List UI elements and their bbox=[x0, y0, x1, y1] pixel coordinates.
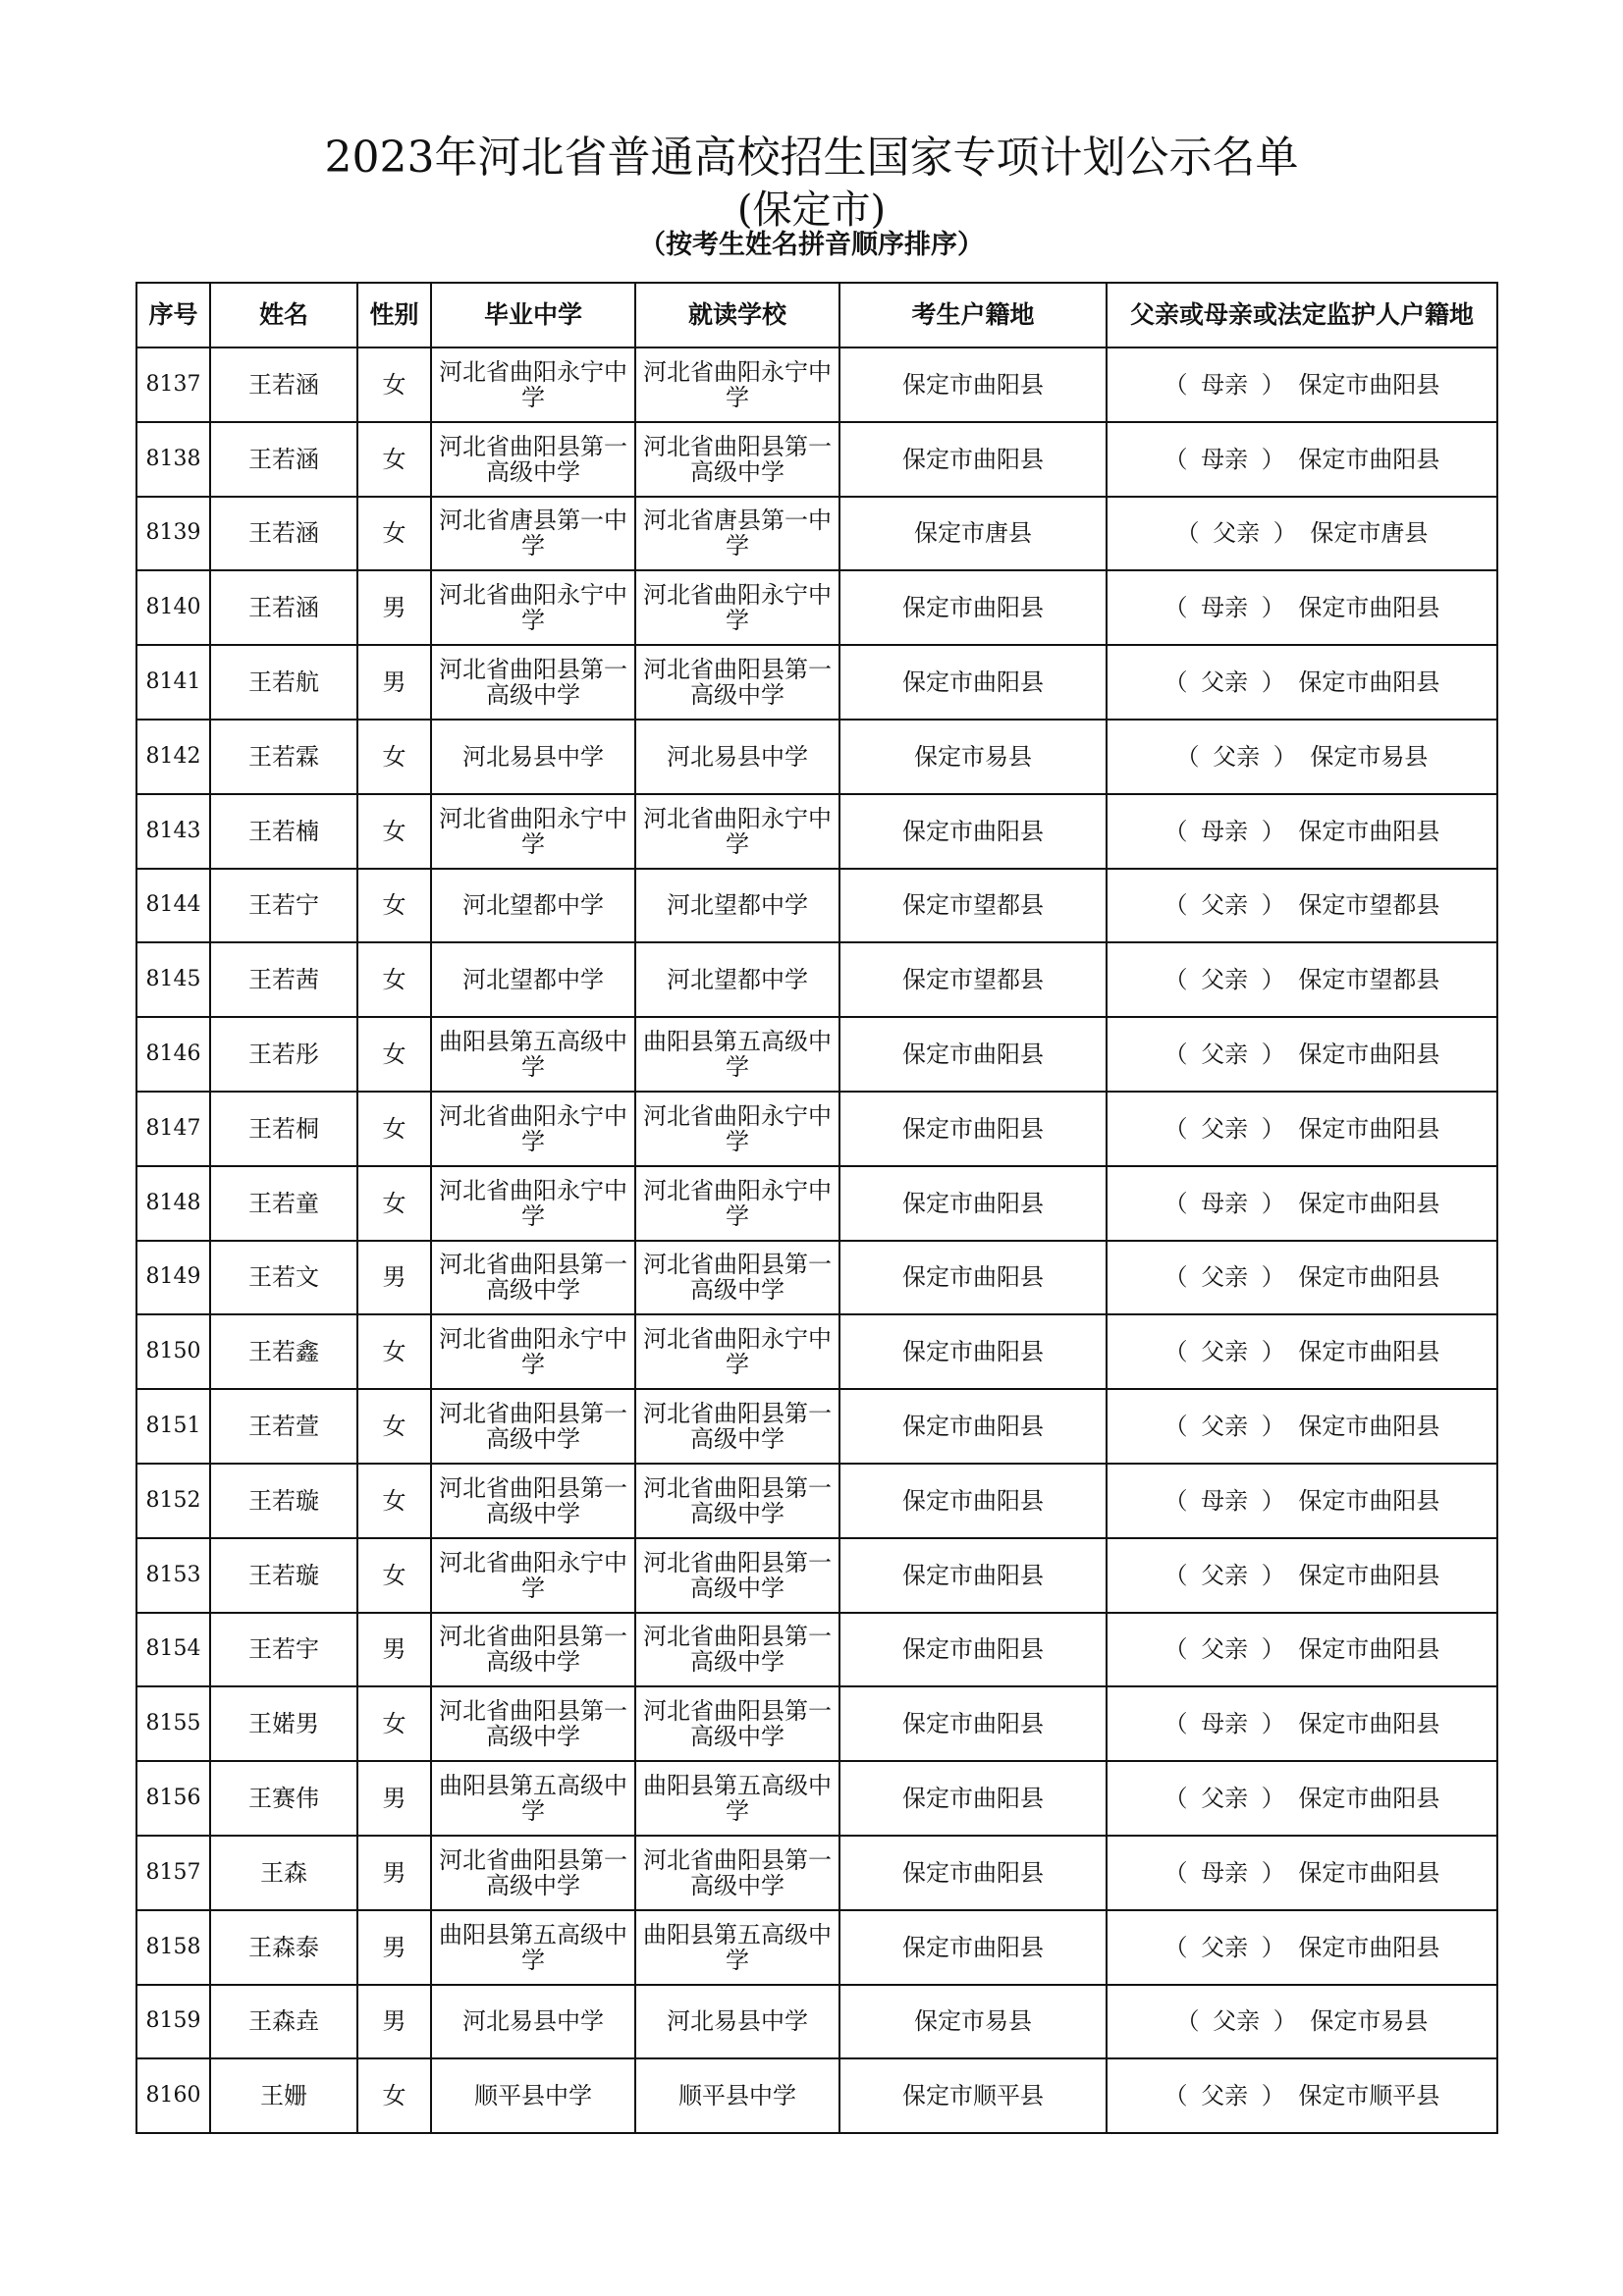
cell-current-school: 河北省曲阳县第一高级中学 bbox=[635, 1464, 839, 1538]
cell-gender: 女 bbox=[357, 497, 431, 571]
cell-seq: 8154 bbox=[136, 1613, 210, 1687]
cell-name: 王若童 bbox=[210, 1166, 357, 1241]
cell-current-school: 河北省曲阳永宁中学 bbox=[635, 570, 839, 645]
cell-name: 王若涵 bbox=[210, 497, 357, 571]
cell-seq: 8157 bbox=[136, 1836, 210, 1910]
cell-graduated-school: 河北省曲阳永宁中学 bbox=[431, 570, 635, 645]
cell-seq: 8145 bbox=[136, 942, 210, 1017]
table-row bbox=[136, 570, 1497, 645]
cell-graduated-school: 河北省曲阳县第一高级中学 bbox=[431, 1389, 635, 1464]
cell-graduated-school: 河北省曲阳县第一高级中学 bbox=[431, 1241, 635, 1315]
cell-graduated-school: 曲阳县第五高级中学 bbox=[431, 1910, 635, 1985]
cell-current-school: 河北省曲阳县第一高级中学 bbox=[635, 1613, 839, 1687]
cell-guardian-hukou: （ 父亲 ） 保定市曲阳县 bbox=[1107, 645, 1497, 720]
cell-name: 王若航 bbox=[210, 645, 357, 720]
cell-graduated-school: 河北省曲阳永宁中学 bbox=[431, 1166, 635, 1241]
cell-guardian-hukou: （ 父亲 ） 保定市易县 bbox=[1107, 720, 1497, 794]
cell-student-hukou: 保定市曲阳县 bbox=[839, 422, 1107, 497]
cell-graduated-school: 河北省曲阳永宁中学 bbox=[431, 1538, 635, 1613]
table-row bbox=[136, 1761, 1497, 1836]
cell-current-school: 曲阳县第五高级中学 bbox=[635, 1910, 839, 1985]
cell-student-hukou: 保定市曲阳县 bbox=[839, 1092, 1107, 1166]
table-row bbox=[136, 347, 1497, 422]
cell-current-school: 河北易县中学 bbox=[635, 720, 839, 794]
table-row bbox=[136, 720, 1497, 794]
cell-guardian-hukou: （ 母亲 ） 保定市曲阳县 bbox=[1107, 570, 1497, 645]
cell-graduated-school: 河北易县中学 bbox=[431, 720, 635, 794]
cell-guardian-hukou: （ 母亲 ） 保定市曲阳县 bbox=[1107, 1686, 1497, 1761]
cell-gender: 女 bbox=[357, 1464, 431, 1538]
cell-student-hukou: 保定市曲阳县 bbox=[839, 1538, 1107, 1613]
cell-graduated-school: 河北望都中学 bbox=[431, 869, 635, 943]
cell-name: 王若璇 bbox=[210, 1464, 357, 1538]
roster-table bbox=[135, 282, 1498, 2134]
cell-gender: 女 bbox=[357, 1538, 431, 1613]
cell-student-hukou: 保定市曲阳县 bbox=[839, 1613, 1107, 1687]
cell-graduated-school: 河北易县中学 bbox=[431, 1985, 635, 2059]
cell-graduated-school: 河北省曲阳县第一高级中学 bbox=[431, 645, 635, 720]
cell-name: 王若萱 bbox=[210, 1389, 357, 1464]
cell-graduated-school: 河北省曲阳永宁中学 bbox=[431, 1092, 635, 1166]
cell-gender: 男 bbox=[357, 1761, 431, 1836]
cell-name: 王若楠 bbox=[210, 794, 357, 869]
cell-name: 王若涵 bbox=[210, 422, 357, 497]
table-row bbox=[136, 1017, 1497, 1092]
cell-student-hukou: 保定市曲阳县 bbox=[839, 1910, 1107, 1985]
cell-seq: 8150 bbox=[136, 1314, 210, 1389]
cell-guardian-hukou: （ 母亲 ） 保定市曲阳县 bbox=[1107, 1836, 1497, 1910]
cell-seq: 8158 bbox=[136, 1910, 210, 1985]
cell-gender: 男 bbox=[357, 645, 431, 720]
cell-seq: 8142 bbox=[136, 720, 210, 794]
cell-student-hukou: 保定市曲阳县 bbox=[839, 1464, 1107, 1538]
cell-seq: 8155 bbox=[136, 1686, 210, 1761]
cell-guardian-hukou: （ 父亲 ） 保定市望都县 bbox=[1107, 942, 1497, 1017]
cell-current-school: 河北省曲阳县第一高级中学 bbox=[635, 422, 839, 497]
table-row bbox=[136, 2058, 1497, 2133]
cell-graduated-school: 河北省曲阳县第一高级中学 bbox=[431, 1613, 635, 1687]
cell-seq: 8141 bbox=[136, 645, 210, 720]
cell-graduated-school: 顺平县中学 bbox=[431, 2058, 635, 2133]
cell-name: 王若桐 bbox=[210, 1092, 357, 1166]
cell-gender: 男 bbox=[357, 1836, 431, 1910]
header-student-hukou: 考生户籍地 bbox=[839, 283, 1107, 347]
cell-student-hukou: 保定市曲阳县 bbox=[839, 1761, 1107, 1836]
cell-current-school: 河北省曲阳县第一高级中学 bbox=[635, 1389, 839, 1464]
table-row bbox=[136, 1538, 1497, 1613]
cell-graduated-school: 河北省曲阳县第一高级中学 bbox=[431, 1464, 635, 1538]
cell-guardian-hukou: （ 父亲 ） 保定市曲阳县 bbox=[1107, 1761, 1497, 1836]
cell-gender: 女 bbox=[357, 2058, 431, 2133]
cell-graduated-school: 河北省曲阳永宁中学 bbox=[431, 1314, 635, 1389]
cell-seq: 8160 bbox=[136, 2058, 210, 2133]
cell-seq: 8138 bbox=[136, 422, 210, 497]
cell-student-hukou: 保定市望都县 bbox=[839, 942, 1107, 1017]
cell-seq: 8159 bbox=[136, 1985, 210, 2059]
table-row bbox=[136, 1464, 1497, 1538]
cell-seq: 8143 bbox=[136, 794, 210, 869]
table-header-row bbox=[136, 283, 1497, 347]
cell-current-school: 河北省曲阳县第一高级中学 bbox=[635, 645, 839, 720]
table-row bbox=[136, 422, 1497, 497]
cell-name: 王若宇 bbox=[210, 1613, 357, 1687]
cell-name: 王若鑫 bbox=[210, 1314, 357, 1389]
cell-student-hukou: 保定市易县 bbox=[839, 720, 1107, 794]
cell-guardian-hukou: （ 父亲 ） 保定市顺平县 bbox=[1107, 2058, 1497, 2133]
cell-gender: 男 bbox=[357, 1241, 431, 1315]
cell-name: 王若涵 bbox=[210, 570, 357, 645]
cell-seq: 8144 bbox=[136, 869, 210, 943]
cell-current-school: 河北省曲阳县第一高级中学 bbox=[635, 1836, 839, 1910]
cell-graduated-school: 河北省唐县第一中学 bbox=[431, 497, 635, 571]
cell-gender: 女 bbox=[357, 942, 431, 1017]
cell-seq: 8139 bbox=[136, 497, 210, 571]
cell-gender: 女 bbox=[357, 1166, 431, 1241]
cell-current-school: 河北省曲阳县第一高级中学 bbox=[635, 1241, 839, 1315]
cell-gender: 女 bbox=[357, 422, 431, 497]
cell-guardian-hukou: （ 父亲 ） 保定市曲阳县 bbox=[1107, 1538, 1497, 1613]
table-row bbox=[136, 1836, 1497, 1910]
cell-seq: 8149 bbox=[136, 1241, 210, 1315]
cell-guardian-hukou: （ 母亲 ） 保定市曲阳县 bbox=[1107, 347, 1497, 422]
table-row bbox=[136, 645, 1497, 720]
table-row bbox=[136, 1241, 1497, 1315]
cell-current-school: 顺平县中学 bbox=[635, 2058, 839, 2133]
cell-guardian-hukou: （ 父亲 ） 保定市曲阳县 bbox=[1107, 1092, 1497, 1166]
cell-current-school: 河北省唐县第一中学 bbox=[635, 497, 839, 571]
table-row bbox=[136, 1985, 1497, 2059]
cell-current-school: 河北省曲阳县第一高级中学 bbox=[635, 1538, 839, 1613]
cell-name: 王姗 bbox=[210, 2058, 357, 2133]
cell-current-school: 河北望都中学 bbox=[635, 869, 839, 943]
cell-gender: 女 bbox=[357, 1686, 431, 1761]
cell-student-hukou: 保定市曲阳县 bbox=[839, 1166, 1107, 1241]
cell-seq: 8153 bbox=[136, 1538, 210, 1613]
table-row bbox=[136, 1166, 1497, 1241]
header-guardian-hukou: 父亲或母亲或法定监护人户籍地 bbox=[1107, 283, 1497, 347]
cell-current-school: 河北省曲阳永宁中学 bbox=[635, 1314, 839, 1389]
cell-student-hukou: 保定市曲阳县 bbox=[839, 1836, 1107, 1910]
cell-graduated-school: 河北望都中学 bbox=[431, 942, 635, 1017]
cell-gender: 男 bbox=[357, 1910, 431, 1985]
cell-gender: 女 bbox=[357, 1092, 431, 1166]
cell-guardian-hukou: （ 父亲 ） 保定市曲阳县 bbox=[1107, 1314, 1497, 1389]
table-body bbox=[136, 347, 1497, 2133]
document-subtitle: (保定市) bbox=[736, 187, 887, 233]
cell-name: 王森垚 bbox=[210, 1985, 357, 2059]
cell-current-school: 曲阳县第五高级中学 bbox=[635, 1017, 839, 1092]
table-row bbox=[136, 1092, 1497, 1166]
cell-seq: 8152 bbox=[136, 1464, 210, 1538]
cell-gender: 女 bbox=[357, 720, 431, 794]
cell-student-hukou: 保定市曲阳县 bbox=[839, 794, 1107, 869]
cell-current-school: 河北省曲阳永宁中学 bbox=[635, 1092, 839, 1166]
cell-name: 王婼男 bbox=[210, 1686, 357, 1761]
cell-name: 王若宁 bbox=[210, 869, 357, 943]
cell-name: 王若彤 bbox=[210, 1017, 357, 1092]
cell-guardian-hukou: （ 父亲 ） 保定市曲阳县 bbox=[1107, 1017, 1497, 1092]
cell-seq: 8151 bbox=[136, 1389, 210, 1464]
cell-name: 王赛伟 bbox=[210, 1761, 357, 1836]
cell-student-hukou: 保定市曲阳县 bbox=[839, 1241, 1107, 1315]
cell-graduated-school: 河北省曲阳永宁中学 bbox=[431, 347, 635, 422]
cell-name: 王若茜 bbox=[210, 942, 357, 1017]
cell-student-hukou: 保定市曲阳县 bbox=[839, 347, 1107, 422]
cell-guardian-hukou: （ 父亲 ） 保定市曲阳县 bbox=[1107, 1389, 1497, 1464]
cell-student-hukou: 保定市曲阳县 bbox=[839, 1017, 1107, 1092]
sort-note: （按考生姓名拼音顺序排序） bbox=[639, 230, 984, 260]
cell-current-school: 河北省曲阳永宁中学 bbox=[635, 794, 839, 869]
cell-guardian-hukou: （ 父亲 ） 保定市曲阳县 bbox=[1107, 1613, 1497, 1687]
cell-student-hukou: 保定市曲阳县 bbox=[839, 1389, 1107, 1464]
table-row bbox=[136, 942, 1497, 1017]
cell-gender: 女 bbox=[357, 869, 431, 943]
cell-current-school: 河北省曲阳永宁中学 bbox=[635, 1166, 839, 1241]
cell-guardian-hukou: （ 母亲 ） 保定市曲阳县 bbox=[1107, 794, 1497, 869]
cell-seq: 8137 bbox=[136, 347, 210, 422]
header-seq: 序号 bbox=[136, 283, 210, 347]
cell-name: 王森泰 bbox=[210, 1910, 357, 1985]
cell-student-hukou: 保定市曲阳县 bbox=[839, 1314, 1107, 1389]
table-row bbox=[136, 869, 1497, 943]
cell-seq: 8146 bbox=[136, 1017, 210, 1092]
cell-graduated-school: 河北省曲阳县第一高级中学 bbox=[431, 1836, 635, 1910]
cell-student-hukou: 保定市顺平县 bbox=[839, 2058, 1107, 2133]
cell-gender: 女 bbox=[357, 1389, 431, 1464]
cell-seq: 8148 bbox=[136, 1166, 210, 1241]
document-title: 2023年河北省普通高校招生国家专项计划公示名单 bbox=[324, 133, 1299, 183]
cell-gender: 男 bbox=[357, 1985, 431, 2059]
cell-graduated-school: 河北省曲阳永宁中学 bbox=[431, 794, 635, 869]
cell-seq: 8147 bbox=[136, 1092, 210, 1166]
cell-name: 王若涵 bbox=[210, 347, 357, 422]
cell-graduated-school: 河北省曲阳县第一高级中学 bbox=[431, 1686, 635, 1761]
cell-name: 王若文 bbox=[210, 1241, 357, 1315]
cell-current-school: 河北望都中学 bbox=[635, 942, 839, 1017]
cell-student-hukou: 保定市曲阳县 bbox=[839, 1686, 1107, 1761]
cell-gender: 女 bbox=[357, 347, 431, 422]
table-row bbox=[136, 1910, 1497, 1985]
cell-gender: 女 bbox=[357, 794, 431, 869]
cell-graduated-school: 曲阳县第五高级中学 bbox=[431, 1761, 635, 1836]
cell-student-hukou: 保定市曲阳县 bbox=[839, 645, 1107, 720]
cell-student-hukou: 保定市易县 bbox=[839, 1985, 1107, 2059]
table-row bbox=[136, 1314, 1497, 1389]
cell-gender: 女 bbox=[357, 1017, 431, 1092]
cell-guardian-hukou: （ 父亲 ） 保定市曲阳县 bbox=[1107, 1910, 1497, 1985]
cell-guardian-hukou: （ 父亲 ） 保定市曲阳县 bbox=[1107, 1241, 1497, 1315]
table-row bbox=[136, 794, 1497, 869]
header-name: 姓名 bbox=[210, 283, 357, 347]
cell-guardian-hukou: （ 母亲 ） 保定市曲阳县 bbox=[1107, 1166, 1497, 1241]
cell-current-school: 河北省曲阳县第一高级中学 bbox=[635, 1686, 839, 1761]
cell-name: 王森 bbox=[210, 1836, 357, 1910]
cell-seq: 8140 bbox=[136, 570, 210, 645]
cell-gender: 男 bbox=[357, 570, 431, 645]
cell-name: 王若霖 bbox=[210, 720, 357, 794]
table-row bbox=[136, 1613, 1497, 1687]
header-graduated-school: 毕业中学 bbox=[431, 283, 635, 347]
cell-current-school: 河北易县中学 bbox=[635, 1985, 839, 2059]
cell-gender: 男 bbox=[357, 1613, 431, 1687]
cell-student-hukou: 保定市望都县 bbox=[839, 869, 1107, 943]
header-gender: 性别 bbox=[357, 283, 431, 347]
table-row bbox=[136, 1389, 1497, 1464]
header-current-school: 就读学校 bbox=[635, 283, 839, 347]
cell-current-school: 河北省曲阳永宁中学 bbox=[635, 347, 839, 422]
cell-guardian-hukou: （ 父亲 ） 保定市易县 bbox=[1107, 1985, 1497, 2059]
cell-guardian-hukou: （ 父亲 ） 保定市唐县 bbox=[1107, 497, 1497, 571]
cell-guardian-hukou: （ 母亲 ） 保定市曲阳县 bbox=[1107, 1464, 1497, 1538]
cell-graduated-school: 曲阳县第五高级中学 bbox=[431, 1017, 635, 1092]
cell-gender: 女 bbox=[357, 1314, 431, 1389]
cell-name: 王若璇 bbox=[210, 1538, 357, 1613]
cell-guardian-hukou: （ 父亲 ） 保定市望都县 bbox=[1107, 869, 1497, 943]
cell-guardian-hukou: （ 母亲 ） 保定市曲阳县 bbox=[1107, 422, 1497, 497]
cell-seq: 8156 bbox=[136, 1761, 210, 1836]
cell-student-hukou: 保定市曲阳县 bbox=[839, 570, 1107, 645]
cell-graduated-school: 河北省曲阳县第一高级中学 bbox=[431, 422, 635, 497]
cell-student-hukou: 保定市唐县 bbox=[839, 497, 1107, 571]
table-row bbox=[136, 1686, 1497, 1761]
cell-current-school: 曲阳县第五高级中学 bbox=[635, 1761, 839, 1836]
table-row bbox=[136, 497, 1497, 571]
